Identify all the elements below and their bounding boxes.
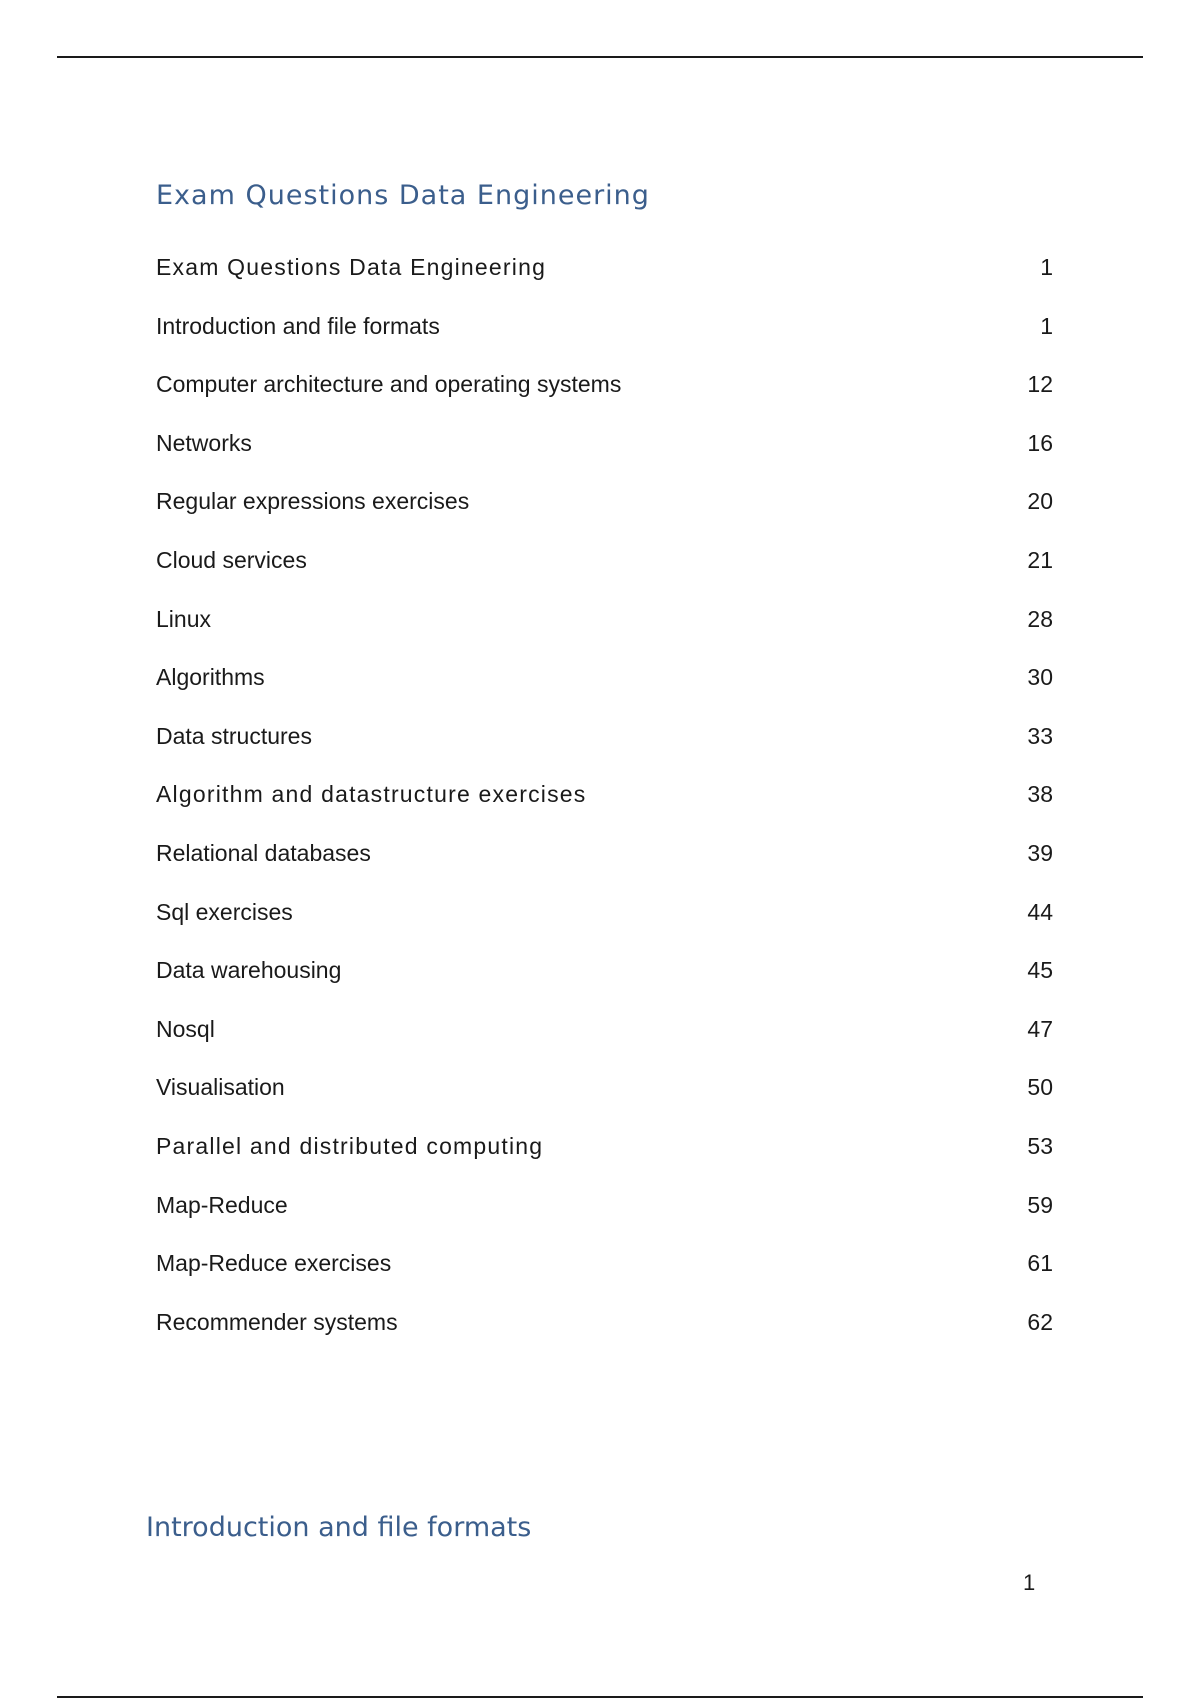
toc-entry[interactable] xyxy=(156,1009,1056,1068)
toc-entry-label: Linux xyxy=(156,605,211,632)
toc-entry-page: 45 xyxy=(1027,957,1053,984)
toc-entry[interactable] xyxy=(156,657,1056,716)
toc-entry-label: Computer architecture and operating systems xyxy=(156,371,622,398)
section-heading: Introduction and file formats xyxy=(146,1512,532,1543)
toc-entry-label: Exam Questions Data Engineering xyxy=(156,254,547,280)
toc-entry-label: Recommender systems xyxy=(156,1308,398,1335)
toc-entry-page: 53 xyxy=(1027,1132,1053,1159)
bottom-rule xyxy=(57,1696,1143,1698)
toc-entry-label: Introduction and file formats xyxy=(156,312,440,339)
toc-entry-label: Algorithm and datastructure exercises xyxy=(156,781,587,808)
toc-entry[interactable] xyxy=(156,247,1056,306)
toc-entry-page: 20 xyxy=(1027,488,1053,515)
toc-entry-label: Map-Reduce exercises xyxy=(156,1250,392,1277)
toc-entry[interactable] xyxy=(156,423,1056,482)
toc-entry[interactable] xyxy=(156,599,1056,658)
toc-entry-page: 50 xyxy=(1027,1074,1053,1101)
toc-entry-page: 30 xyxy=(1027,664,1053,691)
toc-entry-label: Nosql xyxy=(156,1015,215,1042)
toc-entry-label: Parallel and distributed computing xyxy=(156,1132,544,1159)
toc-entry-page: 44 xyxy=(1027,898,1053,925)
toc-entry-page: 12 xyxy=(1027,371,1053,398)
toc-entry-page: 59 xyxy=(1027,1191,1053,1218)
toc-entry-label: Map-Reduce xyxy=(156,1191,288,1218)
toc-entry[interactable] xyxy=(156,892,1056,951)
toc-entry[interactable] xyxy=(156,716,1056,775)
document-title: Exam Questions Data Engineering xyxy=(156,180,650,211)
toc-entry-label: Cloud services xyxy=(156,546,307,573)
toc-entry-page: 38 xyxy=(1027,781,1053,808)
toc-entry-label: Relational databases xyxy=(156,839,371,866)
toc-entry-page: 1 xyxy=(1040,254,1053,280)
page-number: 1 xyxy=(1023,1570,1036,1595)
toc-entry[interactable] xyxy=(156,833,1056,892)
toc-entry[interactable] xyxy=(156,1185,1056,1244)
toc-entry[interactable] xyxy=(156,481,1056,540)
toc-entry-label: Visualisation xyxy=(156,1074,285,1101)
table-of-contents xyxy=(156,247,1056,1360)
toc-entry-page: 28 xyxy=(1027,605,1053,632)
toc-entry[interactable] xyxy=(156,1243,1056,1302)
toc-entry-page: 61 xyxy=(1027,1250,1053,1277)
top-rule xyxy=(57,56,1143,58)
toc-entry[interactable] xyxy=(156,1126,1056,1185)
toc-entry[interactable] xyxy=(156,1302,1056,1361)
toc-entry[interactable] xyxy=(156,540,1056,599)
toc-entry-label: Data warehousing xyxy=(156,957,342,984)
toc-entry-page: 39 xyxy=(1027,839,1053,866)
toc-entry[interactable] xyxy=(156,950,1056,1009)
toc-entry-label: Data structures xyxy=(156,722,312,749)
toc-entry-page: 16 xyxy=(1027,429,1053,456)
toc-entry-label: Sql exercises xyxy=(156,898,293,925)
toc-entry-label: Networks xyxy=(156,429,252,456)
toc-entry-page: 62 xyxy=(1027,1308,1053,1335)
toc-entry[interactable] xyxy=(156,364,1056,423)
toc-entry-label: Regular expressions exercises xyxy=(156,488,470,515)
toc-entry-page: 33 xyxy=(1027,722,1053,749)
toc-entry-page: 21 xyxy=(1027,546,1053,573)
toc-entry-page: 1 xyxy=(1040,312,1053,339)
toc-entry[interactable] xyxy=(156,774,1056,833)
toc-entry[interactable] xyxy=(156,306,1056,365)
toc-entry-page: 47 xyxy=(1027,1015,1053,1042)
toc-entry-label: Algorithms xyxy=(156,664,265,691)
toc-entry[interactable] xyxy=(156,1067,1056,1126)
